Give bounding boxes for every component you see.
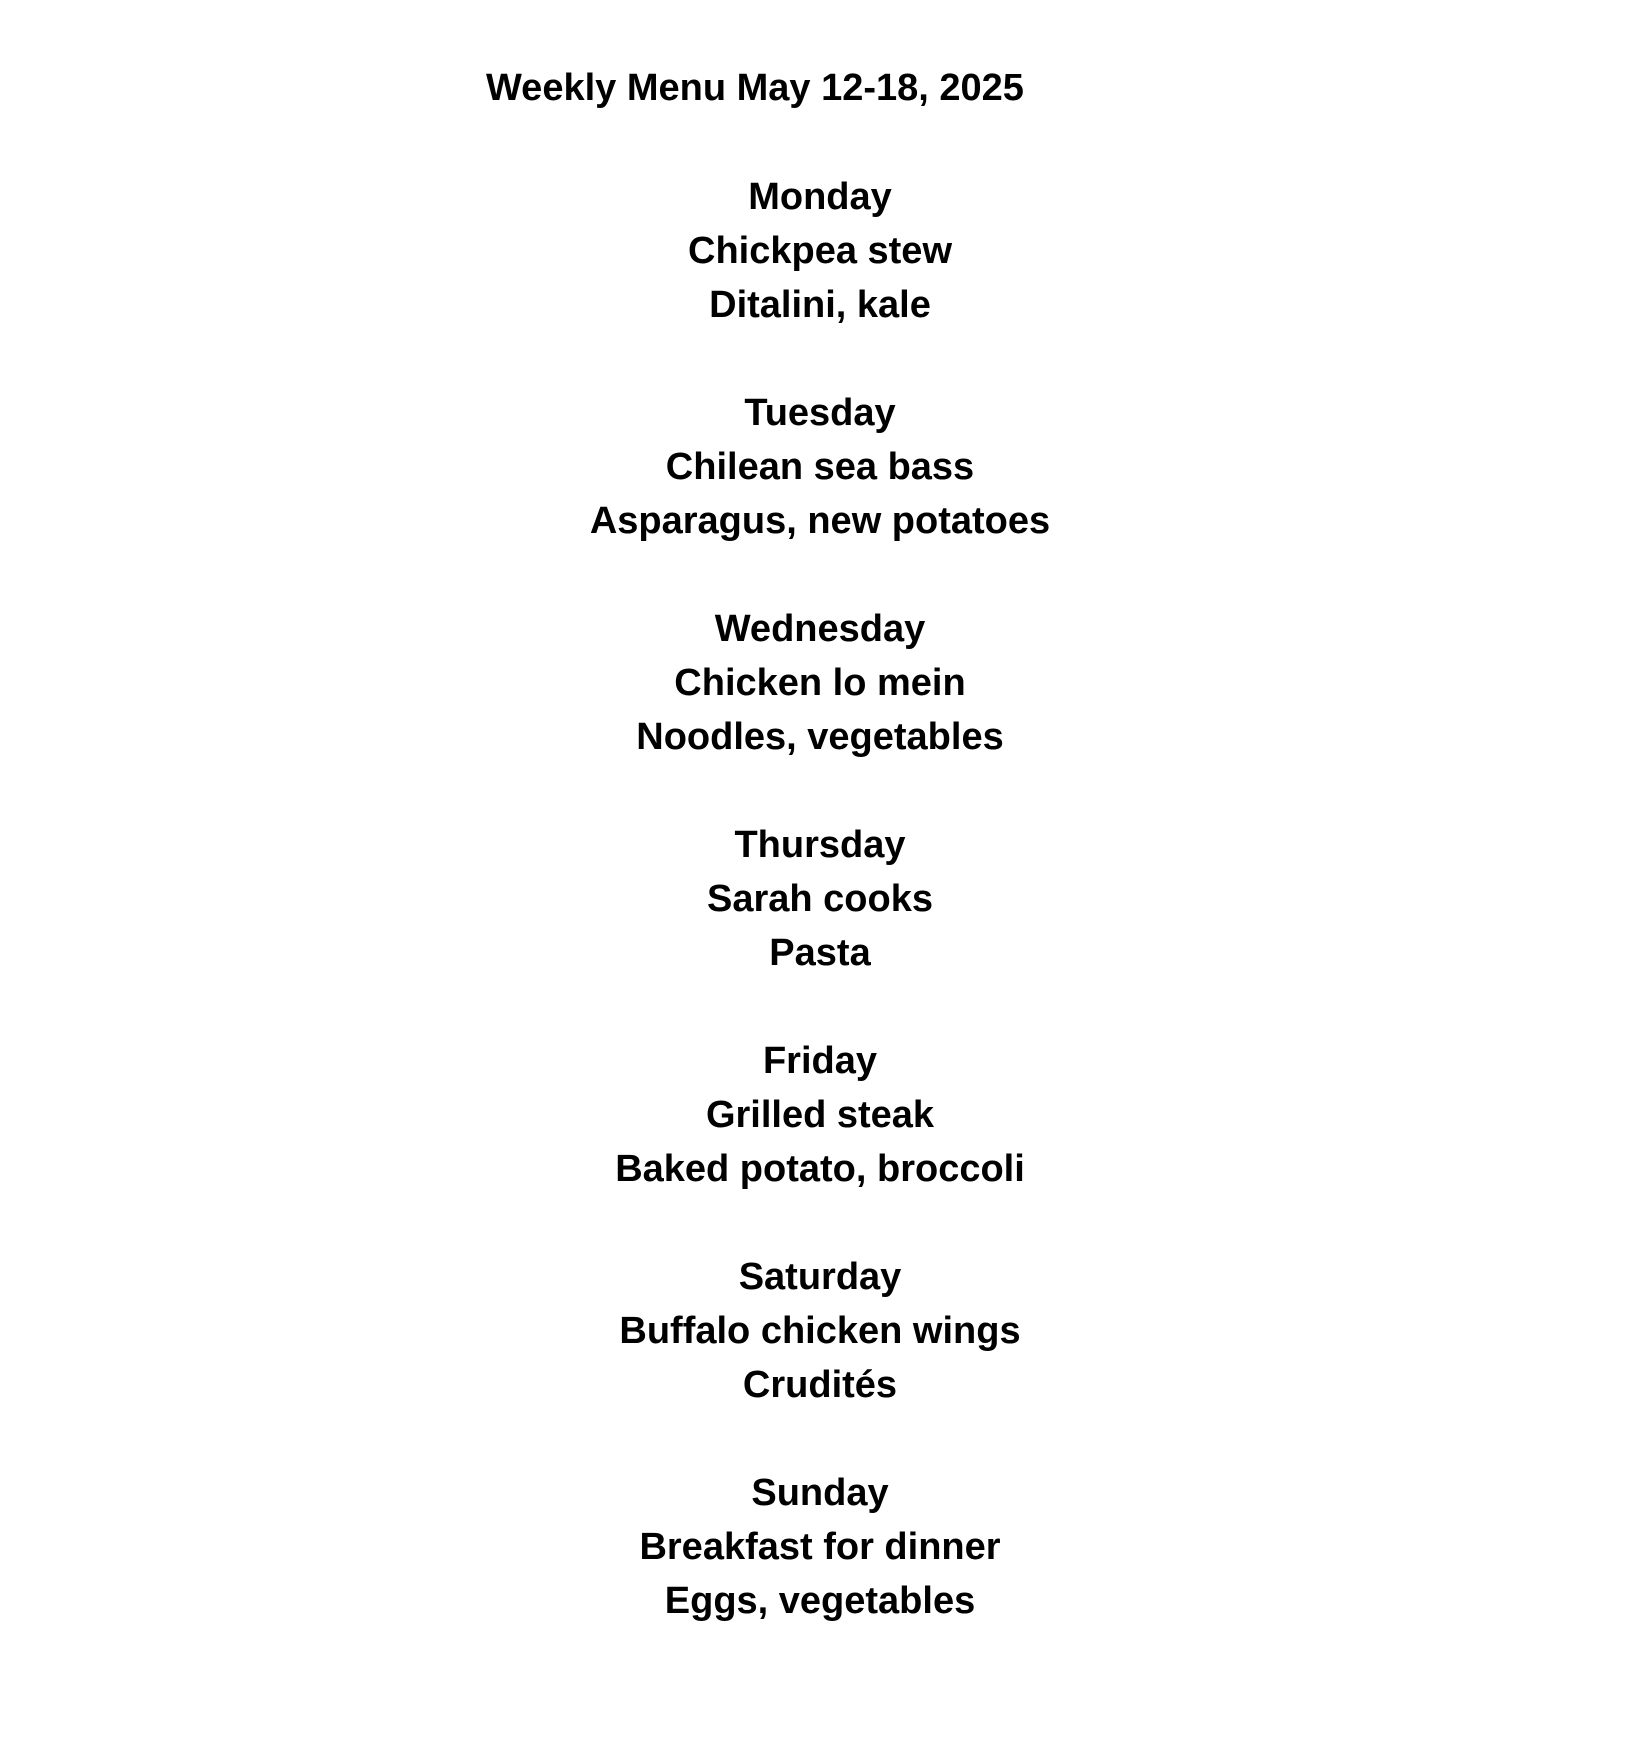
day-name: Wednesday bbox=[714, 608, 926, 650]
day-block-tuesday bbox=[0, 386, 1640, 548]
day-name: Tuesday bbox=[744, 392, 896, 434]
side-dish: Asparagus, new potatoes bbox=[589, 500, 1051, 542]
day-name: Thursday bbox=[734, 824, 906, 866]
main-dish: Grilled steak bbox=[705, 1094, 935, 1136]
day-name: Friday bbox=[762, 1040, 878, 1082]
main-dish: Chicken lo mein bbox=[674, 662, 966, 704]
day-block-saturday bbox=[0, 1250, 1640, 1412]
page-title: Weekly Menu May 12-18, 2025 bbox=[486, 67, 1024, 109]
side-dish: Crudités bbox=[742, 1364, 898, 1406]
main-dish: Sarah cooks bbox=[707, 878, 933, 920]
main-dish: Buffalo chicken wings bbox=[619, 1310, 1021, 1352]
main-dish: Breakfast for dinner bbox=[639, 1526, 1001, 1568]
day-name: Sunday bbox=[751, 1472, 889, 1514]
side-dish: Noodles, vegetables bbox=[636, 716, 1004, 758]
side-dish: Baked potato, broccoli bbox=[615, 1148, 1025, 1190]
day-name: Saturday bbox=[738, 1256, 902, 1298]
day-block-sunday bbox=[0, 1466, 1640, 1628]
day-block-wednesday bbox=[0, 602, 1640, 764]
day-block-monday bbox=[0, 170, 1640, 332]
main-dish: Chilean sea bass bbox=[665, 446, 975, 488]
day-block-friday bbox=[0, 1034, 1640, 1196]
side-dish: Ditalini, kale bbox=[709, 284, 931, 326]
side-dish: Eggs, vegetables bbox=[664, 1580, 976, 1622]
menu-list bbox=[0, 170, 1640, 1682]
side-dish: Pasta bbox=[769, 932, 871, 974]
day-block-thursday bbox=[0, 818, 1640, 980]
day-name: Monday bbox=[748, 176, 892, 218]
main-dish: Chickpea stew bbox=[688, 230, 952, 272]
